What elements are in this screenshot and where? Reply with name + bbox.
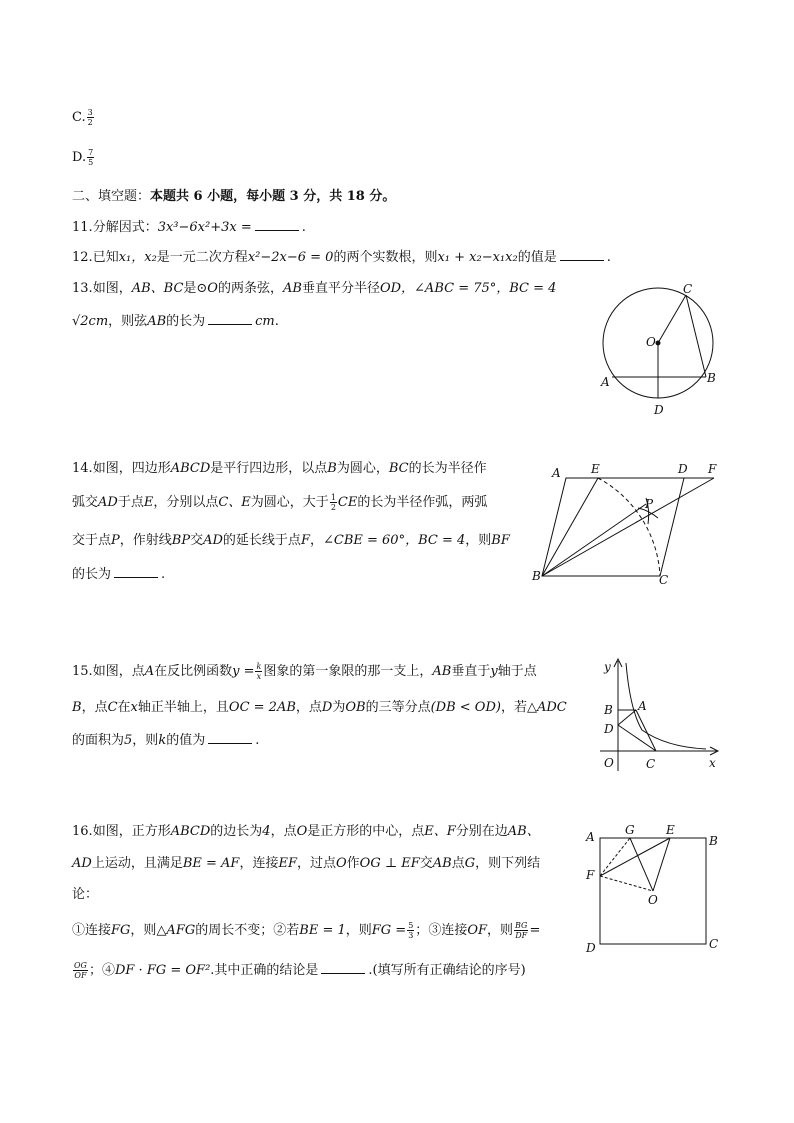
q15-l3c: ，则: [132, 733, 159, 748]
q15-l1h: 垂直于: [451, 664, 491, 679]
q16-l4n: ，则: [487, 923, 514, 938]
segment-ac: [636, 710, 656, 751]
q15-l2f: 轴正半轴上，且: [137, 700, 229, 715]
q15-l1d: y =: [232, 664, 255, 679]
q16-l1b: ABCD: [170, 824, 211, 839]
q14-l3i: ，: [309, 533, 323, 548]
q14-l3b: P: [111, 533, 120, 548]
q14-half-den: 2: [330, 503, 336, 512]
question-15-line2: [72, 699, 567, 717]
q16-l4e: 的周长不变；: [195, 923, 274, 938]
label-c: C: [709, 937, 719, 951]
question-14-line2: [72, 493, 487, 512]
q16-l5f: .(填写所有正确结论的序号): [368, 963, 526, 978]
option-c-num: 3: [87, 108, 93, 117]
option-c-den: 2: [87, 118, 93, 127]
q14-l3k: ，则: [465, 533, 492, 548]
q16-l5c: ④: [101, 963, 115, 978]
q15-end: .: [255, 733, 260, 748]
label-a: A: [601, 375, 610, 389]
q16-l1j: AB、: [507, 824, 540, 839]
label-o: O: [646, 335, 656, 349]
q13-end: .: [274, 314, 279, 329]
segment-be: [542, 478, 598, 576]
q14-l4: 的长为: [72, 567, 112, 582]
q15-l2n: ，若: [500, 700, 527, 715]
label-o: O: [648, 893, 658, 907]
q14-l1c: 是平行四边形，以点: [210, 461, 328, 476]
q16-l2g: O: [335, 856, 347, 871]
q16-bg-df: [514, 921, 528, 940]
q16-l1g: 是正方形的中心，点: [307, 824, 425, 839]
label-c: C: [659, 573, 669, 587]
q15-hyperbola-figure: [596, 655, 726, 773]
q15-number: 15.: [72, 664, 93, 679]
q12-t3: 是一元二次方程: [156, 250, 248, 265]
question-14-line1: [72, 460, 487, 478]
option-d-num: 7: [88, 148, 94, 157]
section-heading: [72, 188, 395, 206]
q15-l2d: 在: [117, 700, 131, 715]
q16-l5d: DF · FG = OF²: [114, 963, 211, 978]
label-f: F: [708, 462, 717, 476]
q14-l2b: AD: [98, 495, 118, 510]
q14-half-num: 1: [330, 493, 336, 502]
label-d: D: [654, 403, 664, 417]
q14-number: 14.: [72, 461, 93, 476]
q14-l1b: ABCD: [170, 461, 211, 476]
q16-five-thirds: [407, 921, 414, 940]
q16-l2l: 点: [451, 856, 465, 871]
answer-blank: [321, 961, 365, 974]
segment-oc: [658, 295, 686, 343]
q16-l2j: 交: [419, 856, 433, 871]
q16-l5b: ；: [88, 963, 102, 978]
q16-l2i: OG ⊥ EF: [359, 856, 420, 871]
q14-parallelogram-figure: [528, 458, 728, 590]
q16-l2c: BE = AF: [182, 856, 240, 871]
q12-t2: x₁，x₂: [118, 250, 157, 265]
answer-blank: [255, 218, 299, 231]
q15-l2c: C: [107, 700, 118, 715]
q14-end: .: [161, 567, 166, 582]
answer-blank: [208, 731, 252, 744]
q15-l1f: 图象的第一象限的那一支上，: [263, 664, 433, 679]
q13-l2c: AB: [147, 314, 167, 329]
question-14-line3: [72, 532, 510, 550]
label-b: B: [532, 569, 541, 583]
q16-l4l: ③连接: [428, 923, 468, 938]
q15-l1b: A: [144, 664, 155, 679]
option-c-fraction: [87, 108, 94, 127]
q15-kx-fraction: [255, 662, 262, 681]
q11-end: .: [301, 220, 306, 235]
q16-l2k: AB: [432, 856, 452, 871]
question-11: [72, 218, 306, 237]
q16-l4h: ，则: [345, 923, 372, 938]
q13-number: 13.: [72, 281, 93, 296]
q15-l2h: ，点: [295, 700, 322, 715]
q14-l2f: C、E: [218, 495, 251, 510]
q16-l4i: FG =: [371, 923, 407, 938]
label-a: A: [586, 830, 595, 844]
q14-l3c: ，作射线: [119, 533, 172, 548]
q16-bg-num: BG: [515, 921, 528, 930]
q11-text: 分解因式：: [92, 220, 158, 235]
segment-dc: [618, 725, 656, 751]
q13-l1d: O: [207, 281, 218, 296]
q15-l2j: 为: [332, 700, 346, 715]
q16-l4b: FG: [111, 923, 131, 938]
q16-l4g: BE = 1: [299, 923, 346, 938]
q16-l2n: ，则下列结: [475, 856, 541, 871]
center-dot: [656, 341, 660, 345]
q16-l1: 如图，正方形: [92, 824, 171, 839]
chord-bc: [686, 295, 706, 377]
q16-l2b: 上运动，且满足: [91, 856, 183, 871]
answer-blank: [560, 248, 604, 261]
q16-l4c: ，则: [130, 923, 157, 938]
q13-l1h: OD，∠ABC = 75°，BC = 4: [379, 281, 557, 296]
q16-l2: AD: [72, 856, 92, 871]
q15-l3b: 5: [124, 733, 133, 748]
q13-l1c: 是⊙: [183, 281, 208, 296]
q14-l2e: ，分别以点: [153, 495, 219, 510]
question-15-line3: [72, 731, 259, 750]
q14-l2: 弧交: [72, 495, 99, 510]
question-13-line1: [72, 280, 556, 298]
question-14-line4: [72, 565, 165, 584]
label-b: B: [604, 703, 613, 717]
label-a: A: [638, 699, 647, 713]
q15-k-num: k: [256, 662, 262, 671]
q16-l3: 论：: [72, 887, 99, 902]
option-d-fraction: [87, 148, 94, 167]
q14-l3g: 的延长线于点: [222, 533, 301, 548]
section-desc: 本题共 6 小题，每小题 3 分，共 18 分。: [150, 189, 396, 204]
q16-l1d: 4: [262, 824, 271, 839]
segment-bp: [542, 504, 646, 576]
q12-t1: 已知: [92, 250, 119, 265]
option-d: [72, 148, 95, 167]
q15-l3e: 的值为: [166, 733, 206, 748]
q14-l3f: AD: [203, 533, 223, 548]
answer-blank: [208, 312, 252, 325]
q14-l1d: B: [327, 461, 337, 476]
q16-square-figure: [582, 822, 722, 956]
q14-l2i: CE: [337, 495, 358, 510]
segment-fg: [600, 838, 630, 876]
q12-t6: x₁ + x₂−x₁x₂: [437, 250, 518, 265]
q15-l2o: △ADC: [526, 700, 567, 715]
q16-l2f: ，过点: [296, 856, 336, 871]
label-e: E: [591, 462, 600, 476]
q16-l1e: ，点: [270, 824, 297, 839]
question-16-line5: [72, 961, 526, 980]
q15-l2i: D: [321, 700, 333, 715]
q11-number: 11.: [72, 220, 93, 235]
question-16-line2: [72, 855, 540, 873]
q15-l1g: AB: [432, 664, 452, 679]
q16-og-of: [73, 961, 88, 980]
question-13-line2: [72, 312, 279, 331]
q16-l2e: EF: [278, 856, 297, 871]
q14-l2j: 的长为半径作弧，两弧: [357, 495, 488, 510]
q12-t4: x²−2x−6 = 0: [247, 250, 334, 265]
q15-l1: 如图，点: [92, 664, 145, 679]
q15-l2: B: [72, 700, 82, 715]
q15-x-den: x: [256, 672, 262, 681]
segment-fo: [600, 876, 653, 891]
q16-number: 16.: [72, 824, 93, 839]
q16-l2d: ，连接: [239, 856, 279, 871]
q14-half-fraction: [330, 493, 337, 512]
label-c: C: [646, 757, 656, 771]
q13-l2a: √2cm: [72, 314, 109, 329]
q15-l2g: OC = 2AB: [228, 700, 296, 715]
label-c: C: [683, 282, 693, 296]
label-b: B: [709, 834, 718, 848]
q14-l3l: BF: [491, 533, 510, 548]
question-16-line3: [72, 886, 98, 904]
q14-l2d: E: [143, 495, 154, 510]
q16-l1h: E、F: [424, 824, 456, 839]
q16-l1i: 分别在边: [455, 824, 508, 839]
question-16-line1: [72, 823, 540, 841]
q13-l1a: 如图，: [92, 281, 132, 296]
label-a: A: [552, 466, 561, 480]
option-d-den: 5: [88, 158, 94, 167]
q13-l1g: 垂直平分半径: [301, 281, 380, 296]
q12-number: 12.: [72, 250, 93, 265]
label-d: D: [586, 941, 596, 955]
label-o: O: [604, 756, 614, 770]
q16-3-den: 3: [408, 931, 414, 940]
q15-l2m: (DB < OD): [430, 700, 501, 715]
q13-l2b: ，则弦: [108, 314, 148, 329]
q16-l4f: ②若: [273, 923, 300, 938]
segment-da: [618, 710, 636, 725]
label-x: x: [709, 756, 716, 770]
q16-l4d: △AFG: [156, 923, 196, 938]
q13-l1f: AB: [282, 281, 302, 296]
q14-l2g: 为圆心，大于: [250, 495, 329, 510]
q15-l2e: x: [130, 700, 138, 715]
q16-l5e: .其中正确的结论是: [210, 963, 319, 978]
option-c-label: C.: [72, 110, 86, 125]
q14-l3d: BP: [171, 533, 191, 548]
label-f: F: [586, 868, 595, 882]
section-prefix: 二、填空题：: [72, 189, 151, 204]
q16-l4k: ；: [415, 923, 429, 938]
q14-l1g: 的长为半径作: [408, 461, 487, 476]
segment-go: [630, 838, 653, 891]
q16-l4a: ①连接: [72, 923, 112, 938]
label-e: E: [666, 823, 675, 837]
answer-blank: [114, 565, 158, 578]
q13-l1b: AB、BC: [131, 281, 184, 296]
option-c: [72, 108, 95, 127]
q16-l4p: =: [529, 923, 541, 938]
q15-l1j: 轴于点: [497, 664, 537, 679]
q15-l1c: 在反比例函数: [154, 664, 233, 679]
q14-l3h: F: [300, 533, 310, 548]
ray-bf: [542, 478, 714, 576]
q13-l2d: 的长为: [166, 314, 206, 329]
q15-l3: 的面积为: [72, 733, 125, 748]
q16-of-den: OF: [74, 971, 87, 980]
q16-l4m: OF: [467, 923, 488, 938]
q14-l3j: ∠CBE = 60°，BC = 4: [322, 533, 466, 548]
question-12: [72, 248, 611, 267]
q14-l1: 如图，四边形: [92, 461, 171, 476]
q16-l1c: 的边长为: [210, 824, 263, 839]
q16-df-den: DF: [515, 931, 528, 940]
label-d: D: [604, 722, 614, 736]
q16-l1f: O: [296, 824, 308, 839]
q15-l2b: ，点: [81, 700, 108, 715]
q15-l2k: OB: [345, 700, 366, 715]
q15-l2l: 的三等分点: [365, 700, 431, 715]
q16-l2h: 作: [346, 856, 360, 871]
label-b: B: [707, 371, 716, 385]
q13-l2e: cm: [255, 314, 275, 329]
q15-l1i: y: [490, 664, 498, 679]
q16-l2m: G: [464, 856, 476, 871]
question-15-line1: [72, 662, 537, 681]
label-p: P: [645, 497, 654, 511]
q13-l1e: 的两条弦，: [217, 281, 283, 296]
q14-l1e: 为圆心，: [336, 461, 389, 476]
q14-l3: 交于点: [72, 533, 112, 548]
label-d: D: [678, 462, 688, 476]
q16-og-num: OG: [74, 961, 87, 970]
q12-t5: 的两个实数根，则: [333, 250, 438, 265]
q15-l3d: k: [158, 733, 167, 748]
q12-end: .: [606, 250, 611, 265]
question-16-line4: [72, 921, 540, 940]
q14-l1f: BC: [388, 461, 409, 476]
label-y: y: [604, 660, 611, 674]
option-d-label: D.: [72, 150, 87, 165]
q13-circle-figure: [590, 280, 730, 420]
q12-t7: 的值是: [517, 250, 557, 265]
q14-l2c: 于点: [117, 495, 144, 510]
q16-5-num: 5: [408, 921, 414, 930]
q11-expression: 3x³−6x²+3x =: [157, 220, 252, 235]
label-g: G: [625, 823, 635, 837]
q14-l3e: 交: [190, 533, 204, 548]
